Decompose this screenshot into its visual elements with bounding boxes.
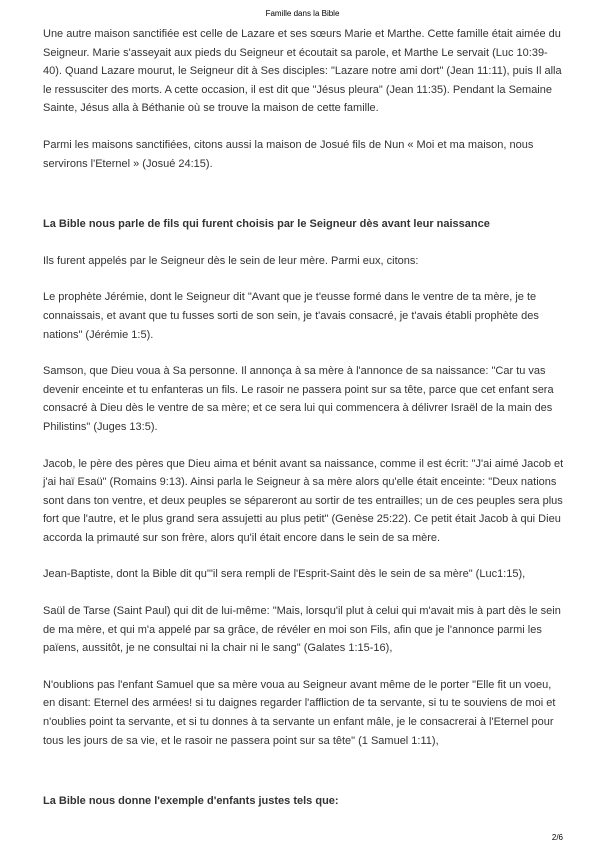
section-heading-just-children: La Bible nous donne l'exemple d'enfants justes tels que: <box>43 795 339 808</box>
page-number: 2/6 <box>551 833 563 842</box>
paragraph-saul: Saül de Tarse (Saint Paul) qui dit de lui-même: "Mais, lorsqu'il plut à celui qui m'avait mis à part dès le sein de ma mère, et qui m'a appelé par sa grâce, de révéler en moi son Fils, afin que je l'annonce parmi les païens, aussitôt, je ne consultai ni la chair ni le sang" (Galates 1:15-16), <box>43 605 561 655</box>
paragraph-samuel: N'oublions pas l'enfant Samuel que sa mère voua au Seigneur avant même de le porter "Elle fit un voeu, en disant: Eternel des armées! si tu daignes regarder l'affliction de ta servante, si tu te souviens de moi et n'oublies point ta servante, et si tu donnes à ta servante un enfant mâle, je le consacrerai à l'Eternel pour tous les jours de sa vie, et le rasoir ne passera point sur sa tête" (1 Samuel 1:11), <box>43 678 556 747</box>
section-heading-chosen-sons: La Bible nous parle de fils qui furent choisis par le Seigneur dès avant leur naissance <box>43 218 490 231</box>
page-header-title: Famille dans la Bible <box>265 9 340 18</box>
document-body <box>43 25 565 811</box>
paragraph-lazare: Une autre maison sanctifiée est celle de Lazare et ses sœurs Marie et Marthe. Cette famille était aimée du Seigneur. Marie s'asseyait aux pieds du Seigneur et écoutait sa parole, et Marthe Le servait (Luc 10:39-40). Quand Lazare mourut, le Seigneur dit à Ses disciples: "Lazare notre ami dort" (Jean 11:11), puis Il alla le ressusciter des morts. A cette occasion, il est dit que "Jésus pleura" (Jean 11:35). Pendant la Semaine Sainte, Jésus alla à Béthanie où se trouve la maison de cette famille. <box>43 28 562 115</box>
paragraph-jean-baptiste: Jean-Baptiste, dont la Bible dit qu'"il sera rempli de l'Esprit-Saint dès le sein de sa mère" (Luc1:15), <box>43 568 526 581</box>
paragraph-josue: Parmi les maisons sanctifiées, citons aussi la maison de Josué fils de Nun « Moi et ma maison, nous servirons l'Eternel » (Josué 24:15). <box>43 138 534 170</box>
paragraph-samson: Samson, que Dieu voua à Sa personne. Il annonça à sa mère à l'annonce de sa naissance: "Car tu vas devenir enceinte et tu enfanteras un fils. Le rasoir ne passera point sur sa tête, parce que cet enfant sera consacré à Dieu dès le ventre de sa mère; et ce sera lui qui commencera à délivrer Israël de la main des Philistins" (Juges 13:5). <box>43 365 554 433</box>
paragraph-intro: Ils furent appelés par le Seigneur dès le sein de leur mère. Parmi eux, citons: <box>43 254 419 267</box>
paragraph-jacob: Jacob, le père des pères que Dieu aima et bénit avant sa naissance, comme il est écrit: "J'ai aimé Jacob et j'ai haï Esaü" (Romains 9:13). Ainsi parla le Seigneur à sa mère alors qu'elle était enceinte: "Deux nations sont dans ton ventre, et deux peuples se sépareront au sortir de tes entrailles; un de ces peuples sera plus fort que l'autre, et le plus grand sera assujetti au plus petit" (Genèse 25:22). Ce petit était Jacob à qui Dieu accorda la primauté sur son frère, alors qu'il était encore dans le sein de sa mère. <box>43 457 564 544</box>
paragraph-jeremie: Le prophète Jérémie, dont le Seigneur dit "Avant que je t'eusse formé dans le ventre de ta mère, je te connaissais, et avant que tu fusses sorti de son sein, je t'avais consacré, je t'avais établi prophète des nations" (Jérémie 1:5). <box>43 291 539 341</box>
